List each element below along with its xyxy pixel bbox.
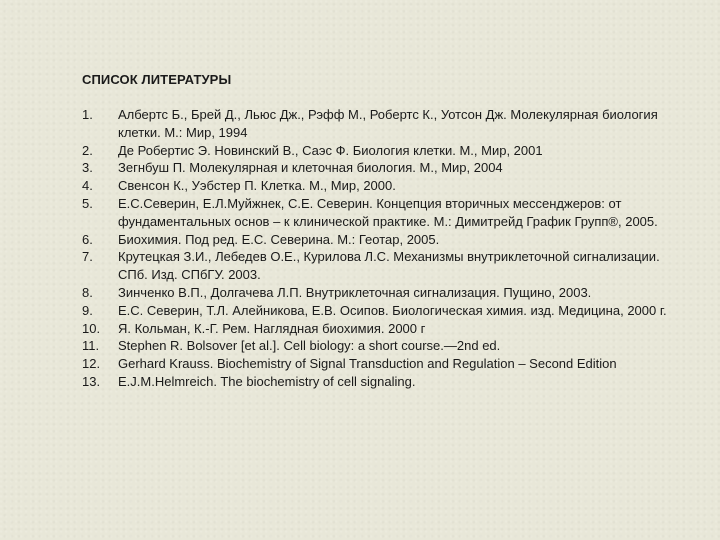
- reference-text: Зегнбуш П. Молекулярная и клеточная биология. М., Мир, 2004: [118, 160, 503, 176]
- reference-text: Де Робертис Э. Новинский В., Саэс Ф. Биология клетки. М., Мир, 2001: [118, 142, 543, 158]
- list-item: [82, 195, 682, 231]
- list-item: [82, 248, 682, 284]
- reference-number: 4.: [82, 178, 93, 194]
- list-item: [82, 337, 682, 355]
- list-item: [82, 106, 682, 142]
- reference-number: 2.: [82, 142, 93, 158]
- reference-number: 13.: [82, 373, 101, 389]
- list-item: [82, 177, 682, 195]
- reference-text: Зинченко В.П., Долгачева Л.П. Внутриклеточная сигнализация. Пущино, 2003.: [118, 284, 592, 300]
- reference-list: [82, 106, 682, 391]
- slide-content: [82, 72, 682, 391]
- reference-number: 11.: [82, 338, 100, 354]
- list-item: [82, 355, 682, 373]
- reference-number: 12.: [82, 356, 101, 372]
- reference-text: Биохимия. Под ред. Е.С. Северина. М.: Геотар, 2005.: [118, 231, 440, 247]
- reference-text: Е.С.Северин, Е.Л.Муйжнек, С.Е. Северин. Концепция вторичных мессенджеров: от фундаментальных основ – к клинической практике. М.: Димитрейд График Групп®, 2005.: [118, 195, 658, 229]
- reference-text: E.J.M.Helmreich. The biochemistry of cell signaling.: [118, 373, 416, 389]
- reference-text: Е.С. Северин, Т.Л. Алейникова, Е.В. Осипов. Биологическая химия. изд. Медицина, 2000 г.: [118, 302, 667, 318]
- list-item: [82, 159, 682, 177]
- reference-number: 5.: [82, 195, 93, 211]
- reference-text: Stephen R. Bolsover [et al.]. Cell biology: a short course.—2nd ed.: [118, 338, 501, 354]
- reference-number: 7.: [82, 249, 93, 265]
- list-item: [82, 373, 682, 391]
- reference-text: Gerhard Krauss. Biochemistry of Signal Transduction and Regulation – Second Edition: [118, 356, 617, 372]
- reference-number: 6.: [82, 231, 93, 247]
- reference-text: Крутецкая З.И., Лебедев О.Е., Курилова Л.С. Механизмы внутриклеточной сигнализации. СПб. Изд. СПбГУ. 2003.: [118, 249, 660, 283]
- reference-number: 9.: [82, 302, 93, 318]
- page-title: СПИСОК ЛИТЕРАТУРЫ: [82, 72, 232, 87]
- list-item: [82, 302, 682, 320]
- reference-text: Албертс Б., Брей Д., Льюс Дж., Рэфф М., Робертс К., Уотсон Дж. Молекулярная биология клетки. М.: Мир, 1994: [118, 107, 658, 140]
- reference-number: 8.: [82, 284, 93, 300]
- reference-number: 3.: [82, 160, 93, 176]
- list-item: [82, 142, 682, 160]
- reference-text: Свенсон К., Уэбстер П. Клетка. М., Мир, 2000.: [118, 178, 396, 194]
- reference-text: Я. Кольман, К.-Г. Рем. Наглядная биохимия. 2000 г: [118, 320, 426, 336]
- list-item: [82, 284, 682, 302]
- reference-number: 1.: [82, 107, 93, 122]
- list-item: [82, 320, 682, 338]
- list-item: [82, 231, 682, 249]
- reference-number: 10.: [82, 320, 101, 336]
